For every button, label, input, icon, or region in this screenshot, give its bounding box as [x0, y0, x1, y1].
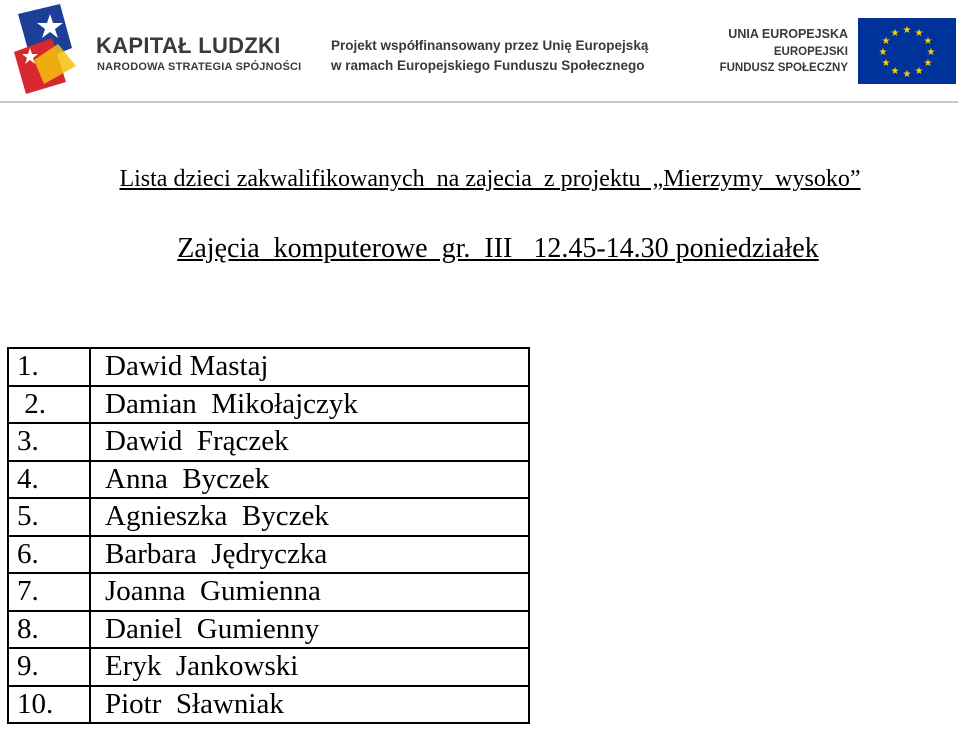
child-name: Joanna Gumienna: [90, 573, 529, 611]
eu-line-3: FUNDUSZ SPOŁECZNY: [719, 62, 848, 74]
children-table: [7, 347, 530, 724]
svg-text:★: ★: [881, 58, 891, 69]
table-row: [8, 686, 529, 724]
row-number: 5.: [8, 498, 90, 536]
svg-text:★: ★: [923, 58, 933, 69]
table-row: [8, 423, 529, 461]
svg-text:★: ★: [926, 47, 936, 58]
table-row: [8, 611, 529, 649]
row-number: 9.: [8, 648, 90, 686]
cofinancing-line-2: w ramach Europejskiego Funduszu Społecznego: [331, 58, 645, 73]
child-name: Agnieszka Byczek: [90, 498, 529, 536]
child-name: Eryk Jankowski: [90, 648, 529, 686]
logo-header: [0, 0, 960, 104]
child-name: Damian Mikołajczyk: [90, 386, 529, 424]
svg-text:★: ★: [914, 66, 924, 77]
svg-text:★: ★: [890, 28, 900, 39]
row-number: 6.: [8, 536, 90, 574]
eu-flag-icon: [858, 18, 956, 84]
svg-text:★: ★: [890, 66, 900, 77]
svg-text:★: ★: [878, 47, 888, 58]
eu-line-1: UNIA EUROPEJSKA: [728, 27, 848, 41]
table-row: [8, 498, 529, 536]
child-name: Anna Byczek: [90, 461, 529, 499]
svg-text:★: ★: [914, 28, 924, 39]
child-name: Dawid Frączek: [90, 423, 529, 461]
table-row: [8, 348, 529, 386]
child-name: Dawid Mastaj: [90, 348, 529, 386]
eu-line-2: EUROPEJSKI: [773, 46, 848, 58]
table-row: [8, 461, 529, 499]
program-subtitle: NARODOWA STRATEGIA SPÓJNOŚCI: [97, 61, 302, 73]
program-name: KAPITAŁ LUDZKI: [96, 33, 281, 58]
child-name: Piotr Sławniak: [90, 686, 529, 724]
row-number: 7.: [8, 573, 90, 611]
svg-text:★: ★: [902, 69, 912, 80]
svg-text:★: ★: [902, 25, 912, 36]
row-number: 4.: [8, 461, 90, 499]
table-row: [8, 648, 529, 686]
row-number: 1.: [8, 348, 90, 386]
header-divider: [0, 101, 958, 103]
table-row: [8, 536, 529, 574]
kapital-ludzki-logo-icon: [14, 4, 90, 96]
row-number: 2.: [8, 386, 90, 424]
svg-text:★: ★: [923, 36, 933, 47]
row-number: 8.: [8, 611, 90, 649]
row-number: 10.: [8, 686, 90, 724]
child-name: Daniel Gumienny: [90, 611, 529, 649]
child-name: Barbara Jędryczka: [90, 536, 529, 574]
table-row: [8, 386, 529, 424]
row-number: 3.: [8, 423, 90, 461]
svg-text:★: ★: [881, 36, 891, 47]
table-row: [8, 573, 529, 611]
document-title: Lista dzieci zakwalifikowanych na zajecia z projektu „Mierzymy wysoko”: [119, 166, 861, 192]
cofinancing-line-1: Projekt współfinansowany przez Unię Europejską: [331, 38, 649, 53]
document-subtitle: Zajęcia komputerowe gr. III 12.45-14.30 poniedziałek: [177, 233, 819, 264]
